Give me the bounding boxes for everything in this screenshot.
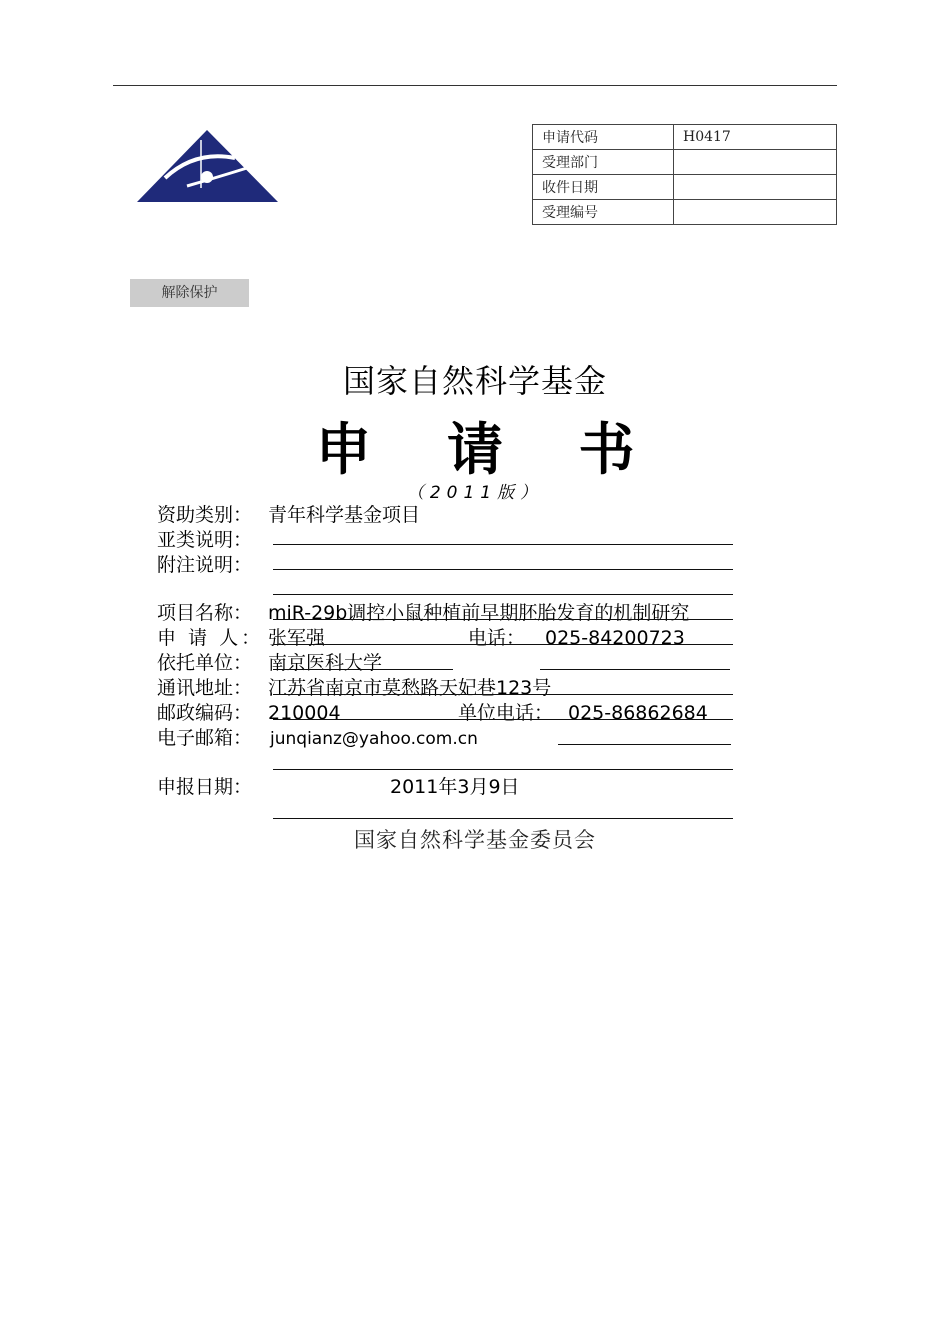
email-underline-2	[273, 769, 733, 770]
admin-value[interactable]	[674, 200, 837, 225]
postcode-label: 邮政编码：	[157, 702, 253, 724]
date-underline	[273, 818, 733, 819]
admin-value[interactable]: H0417	[674, 125, 837, 150]
date-value[interactable]: 2011年3月9日	[390, 776, 520, 798]
admin-label: 收件日期	[533, 175, 674, 200]
institution-label: 依托单位：	[157, 652, 253, 674]
postcode-value[interactable]: 210004	[268, 702, 341, 724]
admin-value[interactable]	[674, 150, 837, 175]
table-row	[533, 150, 837, 175]
address-label: 通讯地址：	[157, 677, 253, 699]
unit-phone-value[interactable]: 025-86862684	[568, 702, 708, 724]
email-underline	[558, 744, 731, 745]
postcode-underline	[273, 719, 733, 720]
table-row	[533, 125, 837, 150]
table-row	[533, 175, 837, 200]
address-value[interactable]: 江苏省南京市莫愁路天妃巷123号	[268, 677, 552, 699]
doc-title: 申 请 书	[315, 417, 663, 483]
org-title: 国家自然科学基金	[342, 362, 607, 400]
nsfc-logo	[135, 128, 280, 204]
email-label: 电子邮箱：	[157, 727, 253, 749]
top-rule	[113, 85, 837, 86]
institution-value[interactable]: 南京医科大学	[268, 652, 383, 674]
subclass-label: 亚类说明：	[157, 529, 253, 551]
funding-type-value[interactable]: 青年科学基金项目	[268, 504, 421, 526]
table-row	[533, 200, 837, 225]
phone-label: 电话：	[468, 627, 526, 649]
date-label: 申报日期：	[157, 776, 253, 798]
version-label: （2011版）	[406, 483, 544, 503]
project-name-label: 项目名称：	[157, 602, 253, 624]
email-value[interactable]: junqianz@yahoo.com.cn	[270, 729, 478, 749]
project-name-underline	[273, 619, 733, 620]
unprotect-button[interactable]: 解除保护	[130, 279, 249, 307]
admin-label: 申请代码	[533, 125, 674, 150]
address-underline	[273, 694, 733, 695]
note-underline	[273, 569, 733, 570]
applicant-underline	[273, 644, 733, 645]
institution-underline	[273, 669, 453, 670]
institution-underline-2	[540, 669, 730, 670]
subclass-underline	[273, 544, 733, 545]
admin-label: 受理编号	[533, 200, 674, 225]
phone-value[interactable]: 025-84200723	[545, 627, 685, 649]
applicant-value[interactable]: 张军强	[268, 627, 326, 649]
note-label: 附注说明：	[157, 554, 253, 576]
admin-value[interactable]	[674, 175, 837, 200]
admin-label: 受理部门	[533, 150, 674, 175]
applicant-label: 申 请 人：	[157, 627, 264, 649]
project-name-value[interactable]: miR-29b调控小鼠种植前早期胚胎发育的机制研究	[268, 602, 690, 624]
committee-footer: 国家自然科学基金委员会	[354, 828, 596, 852]
funding-type-label: 资助类别：	[157, 504, 253, 526]
unit-phone-label: 单位电话：	[458, 702, 554, 724]
admin-table	[532, 124, 837, 225]
note-underline-2	[273, 594, 733, 595]
